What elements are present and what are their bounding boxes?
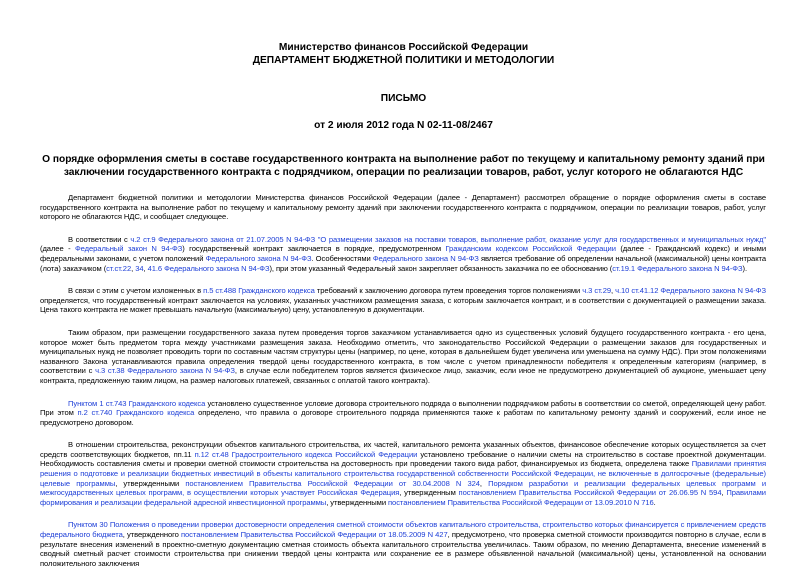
- document-link[interactable]: Федерального закона N 94-ФЗ: [372, 253, 479, 263]
- document-link[interactable]: ч.10 ст.41.12 Федерального закона N 94-ФЗ: [615, 286, 766, 296]
- document-link[interactable]: Порядком разработки и реализации федеральных целевых программ и межгосударственных целевых программ, в осуществлении которых участвует Российская Федерация: [40, 478, 766, 498]
- paragraph-text: (далее -: [40, 244, 75, 254]
- paragraph-text: Таким образом, при размещении государственного заказа путем проведения торгов заказчиком устанавливается одно из существенных условий будущего государственного контракта - его цена, которое может быть предметом торга между участниками размещения заказа. Необходимо отметить, что законодательство Российской Федерации о размещении заказов для государственных и муниципальных нужд не позволяет проводить торги по составным частям структуры цены (например, по цене, которая в дальнейшем будет увеличена или уменьшена на сумму НДС). При этом положениями названного Закона устанавливаются правила определения твердой цены государственного контракта, в том числе с учетом принадлежности победителя к определенным категориям (например, в соответствии с: [40, 327, 766, 376]
- paragraph-text: ,: [721, 488, 727, 498]
- document-link[interactable]: Пунктом 30 Положения о проведении проверки достоверности определения сметной стоимости объектов капитального строительства, строительство которых финансируется с привлечением средств федерального бюджета: [40, 520, 766, 540]
- document-link[interactable]: Пунктом 1 ст.743 Гражданского кодекса: [68, 398, 206, 408]
- document-link[interactable]: ст.19.1 Федерального закона N 94-ФЗ: [612, 263, 743, 273]
- document-link[interactable]: Федеральный закон N 94-ФЗ: [74, 244, 183, 254]
- paragraph-text: ,: [611, 286, 616, 296]
- paragraph-text: требований к заключению договора путем проведения торгов положениями: [314, 286, 583, 296]
- paragraph-text: установлено существенное условие договора строительного подряда о выполнении подрядчиком работы в соответствии со сметой, определяющей цену работ. При этом: [40, 398, 766, 418]
- paragraph-text: ,: [131, 263, 136, 273]
- document-body: [40, 193, 766, 571]
- document-link[interactable]: п.2 ст.740 Гражданского кодекса: [77, 408, 195, 418]
- paragraph-text: .: [653, 497, 656, 507]
- document-link[interactable]: постановлением Правительства Российской Федерации от 13.09.2010 N 716: [388, 497, 654, 507]
- paragraph-text: , утвержденным: [399, 488, 459, 498]
- paragraph-text: В соответствии с: [68, 234, 131, 244]
- document-link[interactable]: ст.ст.22: [106, 263, 132, 273]
- document-type: ПИСЬМО: [380, 93, 427, 104]
- document-link[interactable]: постановлением Правительства Российской Федерации от 26.06.95 N 594: [458, 488, 722, 498]
- document-link[interactable]: постановлением Правительства Российской Федерации от 18.05.2009 N 427: [181, 530, 448, 540]
- paragraph-text: . Особенностями: [311, 253, 373, 263]
- paragraph-text: , утвержденного: [122, 530, 181, 540]
- document-link[interactable]: постановлением Правительства Российской Федерации от 30.04.2008 N 324: [185, 478, 480, 488]
- paragraph-text: , утвержденными: [115, 478, 186, 488]
- document-link[interactable]: 41.6 Федерального закона N 94-ФЗ: [147, 263, 270, 273]
- document-link[interactable]: Федерального закона N 94-ФЗ: [205, 253, 312, 263]
- paragraph-text: определено, что правила о договоре строительного подряда применяются также к работам по капитальному ремонту зданий и сооружений, если иное не предусмотрено договором.: [40, 408, 766, 427]
- document-header: [0, 42, 807, 67]
- paragraph-text: установлено требование о наличии сметы на строительство в составе проектной документации. Необходимость составления сметы и проверки сметной стоимости строительства на достоверность при проведении такого вида работ, финансируемых из бюджета, определена также: [40, 449, 766, 469]
- document-link[interactable]: ч.3 ст.38 Федерального закона N 94-ФЗ: [95, 366, 235, 376]
- document-link[interactable]: п.12 ст.48 Градостроительного кодекса Российской Федерации: [194, 449, 418, 459]
- paragraph-text: определяется, что государственный контракт заключается на условиях, указанных участником размещения заказа, с которым заключается контракт, и в соответствии с документацией о размещении заказа. Цена такого контракта не может превышать начальную (максимальную) цену, установленную в документации.: [40, 295, 766, 315]
- paragraph-text: ).: [742, 263, 747, 273]
- paragraph: [40, 440, 766, 507]
- document-link[interactable]: 34: [135, 263, 144, 273]
- document-link[interactable]: Правилами формирования и реализации федеральной адресной инвестиционной программы: [40, 488, 766, 507]
- paragraph-text: , утвержденными: [326, 497, 389, 507]
- paragraph-text: (далее - Гражданский кодекс) и иными федеральными законами, с учетом положений: [40, 244, 766, 263]
- department-name: ДЕПАРТАМЕНТ БЮДЖЕТНОЙ ПОЛИТИКИ И МЕТОДОЛОГИИ: [252, 54, 555, 66]
- paragraph-text: В связи с этим с учетом изложенных в: [68, 286, 204, 296]
- paragraph-text: , в случае если победителем торгов является физическое лицо, заказчик, если иное не предусмотрено документацией об аукционе, уменьшает цену контракта, предложенную таким лицом, на размер налоговых платежей, связанных с оплатой такого контракта).: [40, 366, 766, 385]
- paragraph: [40, 520, 766, 568]
- document-title: О порядке оформления сметы в составе государственного контракта на выполнение работ по текущему и капитальному ремонту зданий при заключении государственного контракта с подрядчиком, операции по реализации товаров, работ, услуг которого не облагаются НДС: [42, 154, 765, 178]
- paragraph: [40, 328, 766, 386]
- document-link[interactable]: Правилами принятия решения о подготовке и реализации бюджетных инвестиций в объекты капитального строительства государственной собственности Российской Федерации, не включенные в долгосрочные (федеральные) целевые программы: [40, 459, 766, 488]
- paragraph-text: ), при этом указанный Федеральный закон закрепляет обязанность заказчика по ее обоснованию (: [269, 263, 613, 273]
- document-link[interactable]: Гражданским кодексом Российской Федерации: [445, 244, 616, 254]
- paragraph: [40, 399, 766, 428]
- paragraph: [40, 286, 766, 315]
- ministry-name: Министерство финансов Российской Федерации: [278, 42, 529, 53]
- document-link[interactable]: п.5 ст.488 Гражданского кодекса: [203, 286, 315, 296]
- paragraph-text: является требование об определении начальной (максимальной) цены контракта (лота) заказчиком (: [40, 253, 766, 273]
- document-link[interactable]: ч.3 ст.29: [582, 286, 611, 296]
- paragraph: [40, 235, 766, 273]
- paragraph-text: ,: [143, 263, 148, 273]
- paragraph-text: Департамент бюджетной политики и методологии Министерства финансов Российской Федерации (далее - Департамент) рассмотрел обращение о порядке оформления сметы в составе государственного контракта на выполнение работ по текущему и капитальному ремонту зданий при заключении государственного контракта с подрядчиком, операции по реализации товаров, работ, услуг которого не облагаются НДС, и сообщает следующее.: [40, 193, 766, 222]
- document-date-number: от 2 июля 2012 года N 02-11-08/2467: [314, 120, 493, 131]
- paragraph-text: ,: [479, 478, 489, 488]
- document-link[interactable]: ч.2 ст.9 Федерального закона от 21.07.2005 N 94-ФЗ "О размещении заказов на поставки товаров, выполнение работ, оказание услуг для государственных и муниципальных нужд": [130, 234, 766, 244]
- paragraph-text: , предусмотрено, что проверка сметной стоимости производится повторно в случае, если в результате внесения изменений в проектно-сметную документацию сметная стоимость объекта капитального строительства увеличилась. Таким образом, по мнению Департамента, внесение изменений в сводный сметный расчет стоимости строительства при снижении твердой цены контракта или сохранение ее в размере объявленной начальной (максимальной) цены, установленной на основании положительного заключения: [40, 530, 766, 568]
- paragraph-text: В отношении строительства, реконструкции объектов капитального строительства, их частей, капитального ремонта указанных объектов, финансовое обеспечение которых осуществляется за счет средств соответствующих бюджетов, пп.11: [40, 440, 766, 459]
- paragraph: [40, 193, 766, 222]
- paragraph-text: ) государственный контракт заключается в порядке, предусмотренном: [182, 244, 446, 254]
